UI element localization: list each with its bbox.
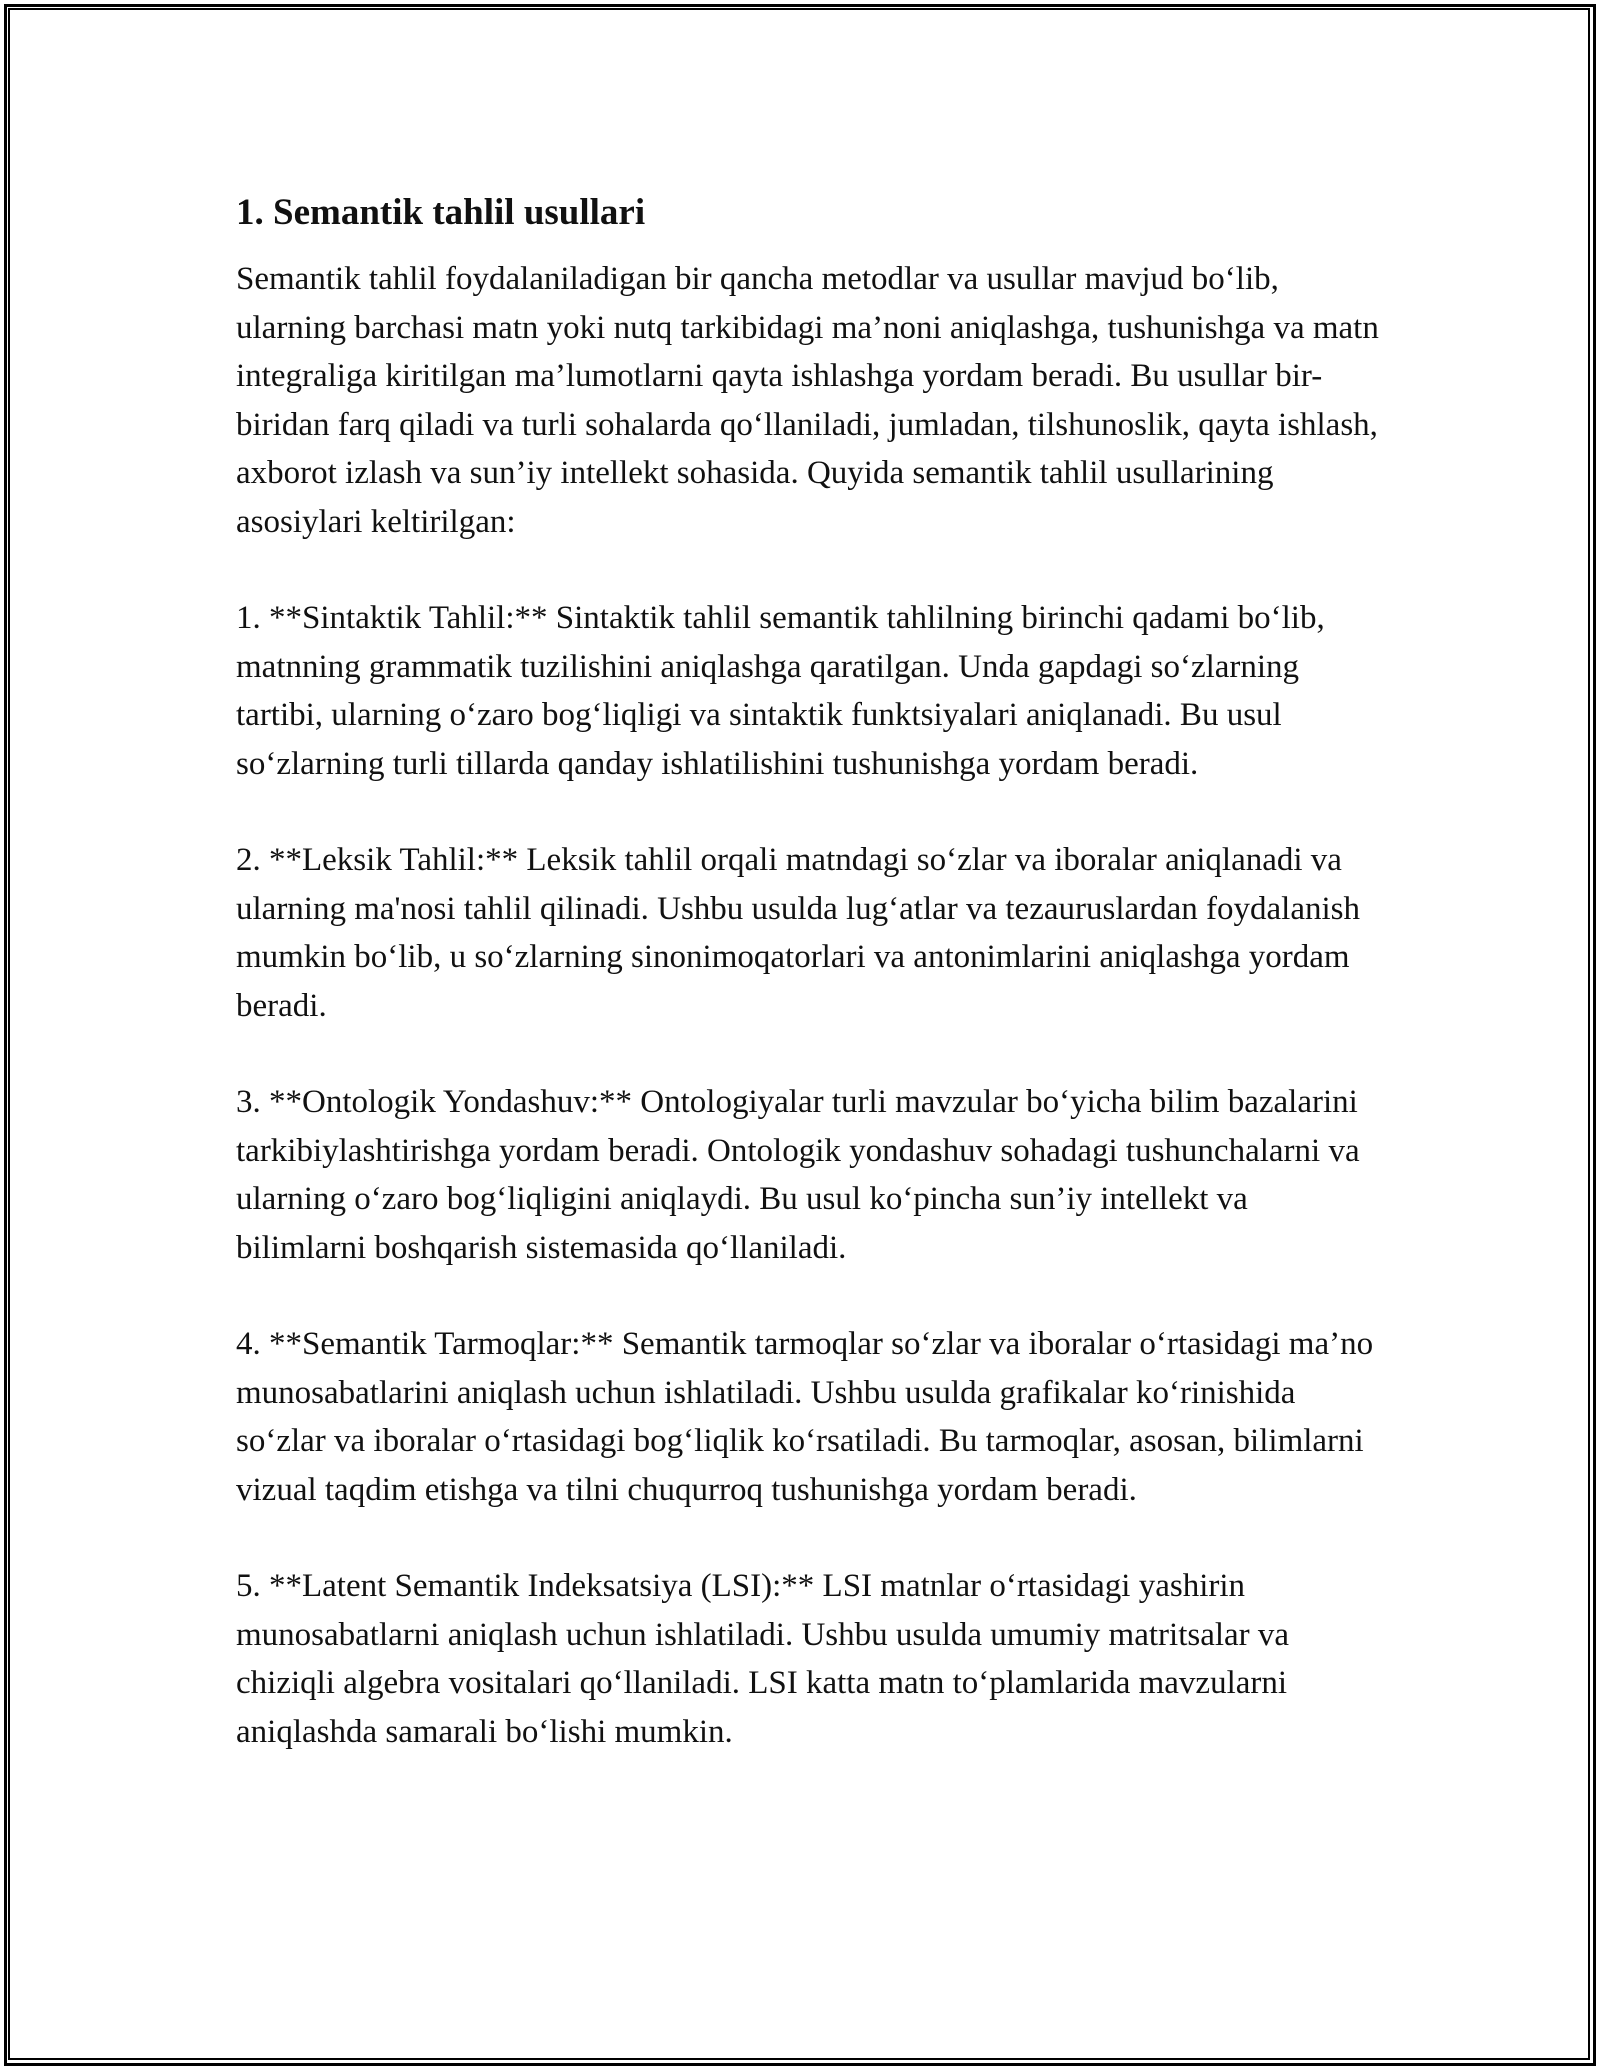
list-item-syntactic-analysis: 1. **Sintaktik Tahlil:** Sintaktik tahlil semantik tahlilning birinchi qadami bo‘lib, matnning grammatik tuzilishini aniqlashga qaratilgan. Unda gapdagi so‘zlarning tartibi, ularning o‘zaro bog‘liqligi va sintaktik funktsiyalari aniqlanadi. Bu usul so‘zlarning turli tillarda qanday ishlatilishini tushunishga yordam beradi. [236,600,1325,782]
list-item-latent-semantic-indexing: 5. **Latent Semantik Indeksatsiya (LSI):** LSI matnlar o‘rtasidagi yashirin munosabatlarni aniqlash uchun ishlatiladi. Ushbu usulda umumiy matritsalar va chiziqli algebra vositalari qo‘llaniladi. LSI katta matn to‘plamlarida mavzularni aniqlashda samarali bo‘lishi mumkin. [236,1568,1290,1750]
list-item-semantic-networks: 4. **Semantik Tarmoqlar:** Semantik tarmoqlar so‘zlar va iboralar o‘rtasidagi ma’no munosabatlarini aniqlash uchun ishlatiladi. Ushbu usulda grafikalar ko‘rinishida so‘zlar va iboralar o‘rtasidagi bog‘liqlik ko‘rsatiladi. Bu tarmoqlar, asosan, bilimlarni vizual taqdim etishga va tilni chuqurroq tushunishga yordam beradi. [236,1326,1374,1508]
intro-paragraph: Semantik tahlil foydalaniladigan bir qancha metodlar va usullar mavjud bo‘lib, ularning barchasi matn yoki nutq tarkibidagi ma’noni aniqlashga, tushunishga va matn integraliga kiritilgan ma’lumotlarni qayta ishlashga yordam beradi. Bu usullar bir-biridan farq qiladi va turli sohalarda qo‘llaniladi, jumladan, tilshunoslik, qayta ishlash, axborot izlash va sun’iy intellekt sohasida. Quyida semantik tahlil usullarining asosiylari keltirilgan: [236,261,1379,540]
list-item-ontological-approach: 3. **Ontologik Yondashuv:** Ontologiyalar turli mavzular bo‘yicha bilim bazalarini tarkibiylashtirishga yordam beradi. Ontologik yondashuv sohadagi tushunchalarni va ularning o‘zaro bog‘liqligini aniqlaydi. Bu usul ko‘pincha sun’iy intellekt va bilimlarni boshqarish sistemasida qo‘llaniladi. [236,1084,1360,1266]
document-body [236,187,1386,1804]
list-item-lexical-analysis: 2. **Leksik Tahlil:** Leksik tahlil orqali matndagi so‘zlar va iboralar aniqlanadi va ularning ma'nosi tahlil qilinadi. Ushbu usulda lug‘atlar va tezauruslardan foydalanish mumkin bo‘lib, u so‘zlarning sinonimoqatorlari va antonimlarini aniqlashga yordam beradi. [236,842,1360,1024]
section-heading: 1. Semantik tahlil usullari [236,192,646,233]
